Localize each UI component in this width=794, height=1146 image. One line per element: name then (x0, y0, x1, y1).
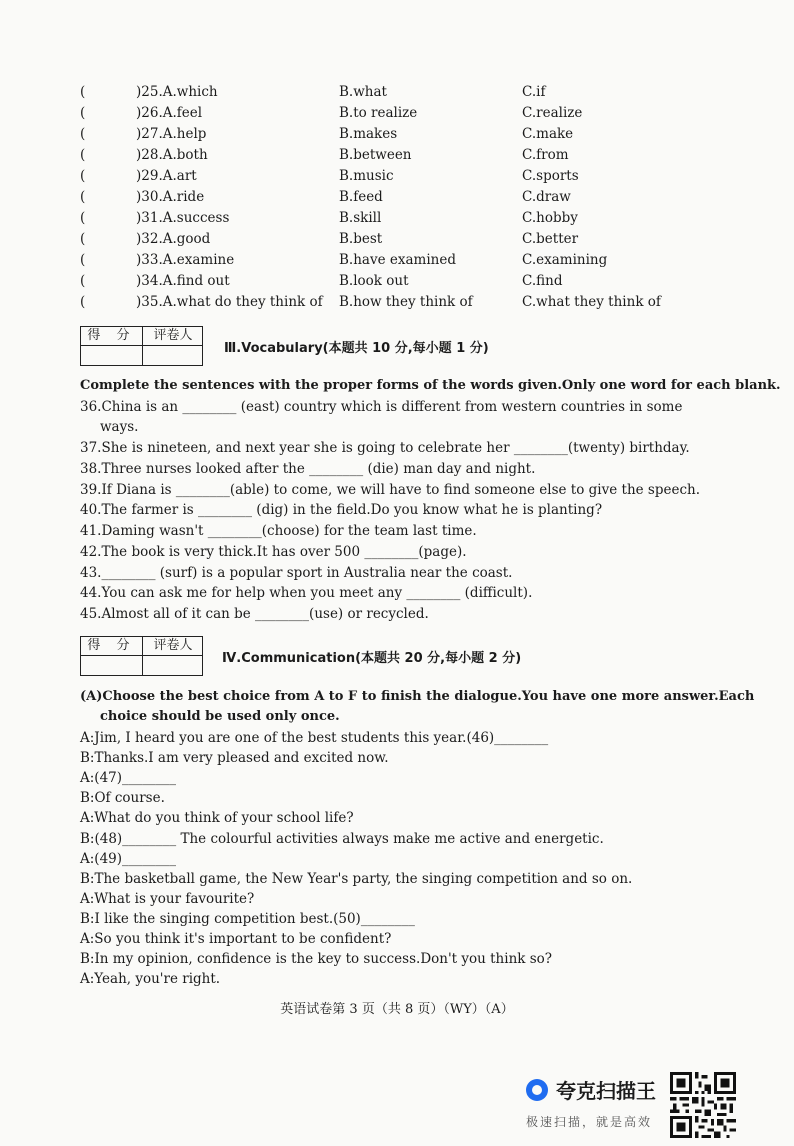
option-b: B.music (339, 168, 394, 184)
score-box (80, 636, 203, 676)
option-c: C.from (522, 147, 569, 163)
section-instruction: Complete the sentences with the proper forms of the words given.Only one word for each blank. (80, 378, 781, 393)
score-label: 得 分 (87, 328, 136, 343)
option-b: B.skill (339, 210, 382, 226)
option-a: )27.A.help (136, 126, 207, 142)
section-title-communication: Ⅳ.Communication(本题共 20 分,每小题 2 分) (222, 651, 522, 666)
mcq-row-30 (80, 187, 760, 208)
option-b: B.feed (339, 189, 383, 205)
dialogue-line: A:(49)________ (80, 851, 177, 867)
answer-paren[interactable]: ( (80, 147, 86, 163)
option-b: B.makes (339, 126, 398, 142)
question-line: 37.She is nineteen, and next year she is going to celebrate her ________(twenty) birthday. (80, 440, 690, 456)
option-c: C.better (522, 231, 579, 247)
question-line: 43.________ (surf) is a popular sport in Australia near the coast. (80, 565, 513, 581)
question-line: 41.Daming wasn't ________(choose) for the team last time. (80, 523, 477, 539)
question-line: ways. (100, 419, 139, 435)
answer-paren[interactable]: ( (80, 294, 86, 310)
option-b: B.how they think of (339, 294, 473, 310)
grader-label: 评卷人 (153, 328, 193, 343)
option-c: C.sports (522, 168, 579, 184)
section-instruction: choice should be used only once. (100, 709, 340, 724)
option-c: C.realize (522, 105, 583, 121)
scanner-name: 夸克扫描王 (556, 1079, 656, 1103)
scanner-slogan: 极速扫描，就是高效 (526, 1115, 653, 1129)
question-line: 39.If Diana is ________(able) to come, we will have to find someone else to give the speech. (80, 482, 701, 498)
answer-paren[interactable]: ( (80, 168, 86, 184)
option-a: )25.A.which (136, 84, 218, 100)
mcq-row-31 (80, 208, 760, 229)
scanner-watermark (526, 1075, 671, 1135)
dialogue-line: B:I like the singing competition best.(50)________ (80, 911, 415, 927)
score-box (80, 326, 203, 366)
mcq-row-33 (80, 250, 760, 271)
option-b: B.between (339, 147, 412, 163)
answer-paren[interactable]: ( (80, 84, 86, 100)
dialogue-line: A:(47)________ (80, 770, 177, 786)
option-a: )26.A.feel (136, 105, 203, 121)
dialogue-line: B:The basketball game, the New Year's party, the singing competition and so on. (80, 871, 633, 887)
option-b: B.look out (339, 273, 409, 289)
mcq-row-29 (80, 166, 760, 187)
dialogue-line: A:Yeah, you're right. (80, 971, 221, 987)
answer-paren[interactable]: ( (80, 252, 86, 268)
answer-paren[interactable]: ( (80, 189, 86, 205)
mcq-row-32 (80, 229, 760, 250)
answer-paren[interactable]: ( (80, 210, 86, 226)
page-footer: 英语试卷第 3 页（共 8 页）（WY）（A） (280, 1002, 514, 1017)
option-a: )28.A.both (136, 147, 208, 163)
option-a: )35.A.what do they think of (136, 294, 323, 310)
mcq-row-34 (80, 271, 760, 292)
option-b: B.best (339, 231, 383, 247)
answer-paren[interactable]: ( (80, 126, 86, 142)
answer-paren[interactable]: ( (80, 231, 86, 247)
option-a: )30.A.ride (136, 189, 205, 205)
mcq-row-27 (80, 124, 760, 145)
qr-code-icon (670, 1072, 736, 1138)
option-a: )32.A.good (136, 231, 211, 247)
dialogue-line: B:(48)________ The colourful activities always make me active and energetic. (80, 831, 604, 847)
dialogue-line: A:What is your favourite? (80, 891, 255, 907)
option-c: C.hobby (522, 210, 578, 226)
option-a: )34.A.find out (136, 273, 230, 289)
option-a: )29.A.art (136, 168, 197, 184)
question-line: 36.China is an ________ (east) country which is different from western countries in some (80, 399, 683, 415)
dialogue-line: A:What do you think of your school life? (80, 810, 354, 826)
section-instruction: (A)Choose the best choice from A to F to finish the dialogue.You have one more answer.Each (80, 689, 755, 704)
scanner-logo-icon (526, 1079, 548, 1101)
dialogue-line: A:Jim, I heard you are one of the best students this year.(46)________ (80, 730, 549, 746)
dialogue-line: B:Of course. (80, 790, 165, 806)
question-line: 42.The book is very thick.It has over 500 ________(page). (80, 544, 467, 560)
option-c: C.what they think of (522, 294, 661, 310)
section-title-vocabulary: Ⅲ.Vocabulary(本题共 10 分,每小题 1 分) (224, 341, 489, 356)
option-b: B.to realize (339, 105, 418, 121)
answer-paren[interactable]: ( (80, 273, 86, 289)
option-a: )31.A.success (136, 210, 230, 226)
answer-paren[interactable]: ( (80, 105, 86, 121)
score-label: 得 分 (87, 638, 136, 653)
dialogue-line: B:In my opinion, confidence is the key to success.Don't you think so? (80, 951, 553, 967)
mcq-row-35 (80, 292, 760, 313)
dialogue-line: B:Thanks.I am very pleased and excited now. (80, 750, 389, 766)
option-c: C.find (522, 273, 563, 289)
option-b: B.have examined (339, 252, 456, 268)
option-c: C.make (522, 126, 574, 142)
question-line: 40.The farmer is ________ (dig) in the field.Do you know what he is planting? (80, 502, 603, 518)
mcq-row-28 (80, 145, 760, 166)
option-b: B.what (339, 84, 387, 100)
question-line: 45.Almost all of it can be ________(use) or recycled. (80, 606, 429, 622)
option-c: C.examining (522, 252, 608, 268)
option-c: C.if (522, 84, 546, 100)
option-c: C.draw (522, 189, 571, 205)
mcq-row-26 (80, 103, 760, 124)
dialogue-line: A:So you think it's important to be confident? (80, 931, 392, 947)
question-line: 44.You can ask me for help when you meet any ________ (difficult). (80, 585, 533, 601)
grader-label: 评卷人 (153, 638, 193, 653)
mcq-row-25 (80, 82, 760, 103)
option-a: )33.A.examine (136, 252, 235, 268)
question-line: 38.Three nurses looked after the ________ (die) man day and night. (80, 461, 536, 477)
